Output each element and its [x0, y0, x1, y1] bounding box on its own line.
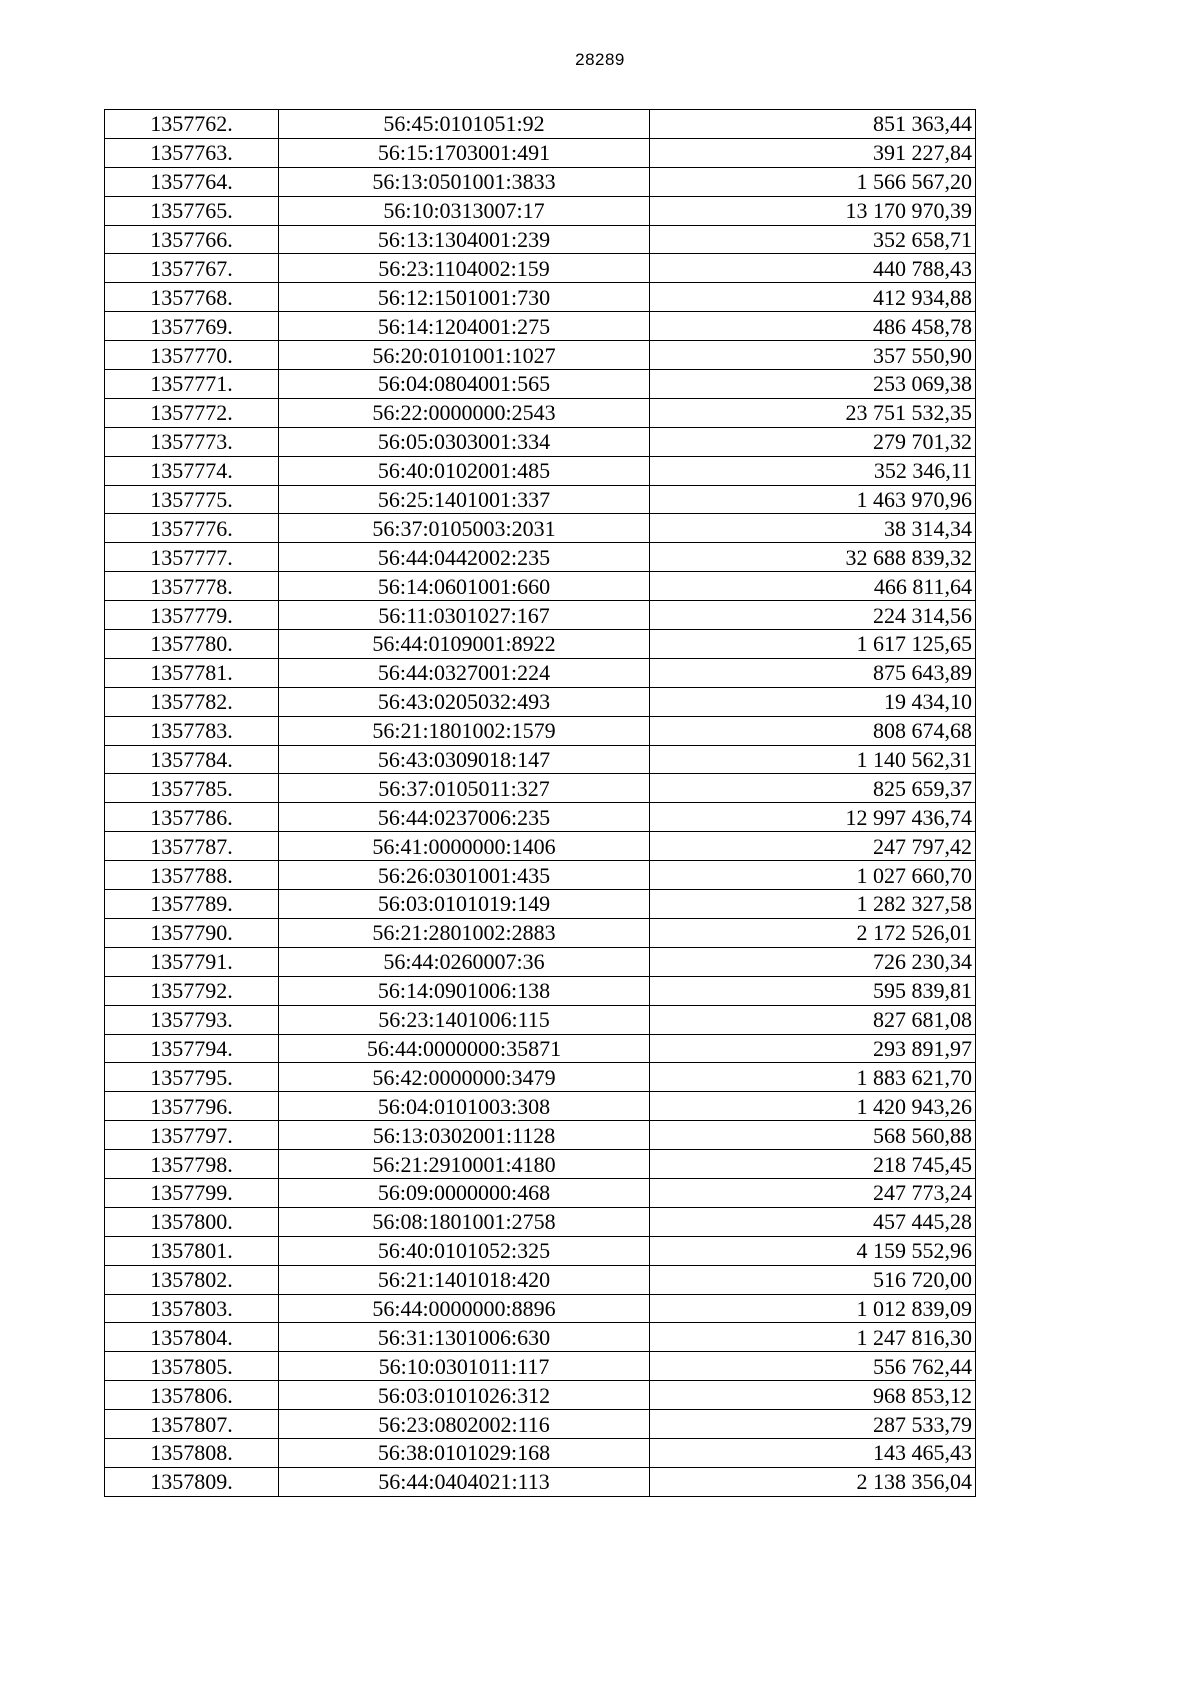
row-number-cell: 1357771. [105, 370, 279, 399]
cadastral-number-cell: 56:13:0501001:3833 [279, 167, 650, 196]
cadastral-number-cell: 56:10:0313007:17 [279, 196, 650, 225]
cadastral-value-cell: 1 140 562,31 [650, 745, 976, 774]
table-row [105, 110, 976, 139]
cadastral-number-cell: 56:44:0237006:235 [279, 803, 650, 832]
table-row [105, 138, 976, 167]
cadastral-number-cell: 56:23:1104002:159 [279, 254, 650, 283]
cadastral-number-cell: 56:25:1401001:337 [279, 485, 650, 514]
cadastral-number-cell: 56:15:1703001:491 [279, 138, 650, 167]
table-row [105, 1410, 976, 1439]
cadastral-value-cell: 287 533,79 [650, 1410, 976, 1439]
cadastral-value-cell: 247 773,24 [650, 1178, 976, 1207]
cadastral-number-cell: 56:12:1501001:730 [279, 283, 650, 312]
cadastral-number-cell: 56:10:0301011:117 [279, 1352, 650, 1381]
table-row [105, 1323, 976, 1352]
cadastral-number-cell: 56:44:0404021:113 [279, 1467, 650, 1496]
cadastral-number-cell: 56:13:1304001:239 [279, 225, 650, 254]
cadastral-value-cell: 279 701,32 [650, 427, 976, 456]
row-number-cell: 1357770. [105, 341, 279, 370]
row-number-cell: 1357774. [105, 456, 279, 485]
row-number-cell: 1357783. [105, 716, 279, 745]
cadastral-value-cell: 23 751 532,35 [650, 398, 976, 427]
cadastral-value-cell: 391 227,84 [650, 138, 976, 167]
row-number-cell: 1357796. [105, 1092, 279, 1121]
cadastral-number-cell: 56:44:0000000:8896 [279, 1294, 650, 1323]
row-number-cell: 1357798. [105, 1150, 279, 1179]
cadastral-number-cell: 56:26:0301001:435 [279, 861, 650, 890]
row-number-cell: 1357805. [105, 1352, 279, 1381]
row-number-cell: 1357785. [105, 774, 279, 803]
row-number-cell: 1357776. [105, 514, 279, 543]
table-row [105, 687, 976, 716]
table-row [105, 918, 976, 947]
table-row [105, 572, 976, 601]
table-row [105, 312, 976, 341]
cadastral-value-cell: 1 463 970,96 [650, 485, 976, 514]
row-number-cell: 1357794. [105, 1034, 279, 1063]
table-row [105, 398, 976, 427]
row-number-cell: 1357790. [105, 918, 279, 947]
cadastral-value-cell: 247 797,42 [650, 832, 976, 861]
row-number-cell: 1357797. [105, 1121, 279, 1150]
table-row [105, 1005, 976, 1034]
cadastral-value-cell: 13 170 970,39 [650, 196, 976, 225]
cadastral-value-cell: 4 159 552,96 [650, 1236, 976, 1265]
row-number-cell: 1357802. [105, 1265, 279, 1294]
table-row [105, 601, 976, 630]
table-row [105, 225, 976, 254]
cadastral-value-cell: 224 314,56 [650, 601, 976, 630]
table-row [105, 1063, 976, 1092]
cadastral-number-cell: 56:40:0101052:325 [279, 1236, 650, 1265]
cadastral-value-cell: 2 172 526,01 [650, 918, 976, 947]
cadastral-number-cell: 56:14:0601001:660 [279, 572, 650, 601]
table-row [105, 196, 976, 225]
cadastral-value-cell: 412 934,88 [650, 283, 976, 312]
cadastral-number-cell: 56:31:1301006:630 [279, 1323, 650, 1352]
cadastral-number-cell: 56:09:0000000:468 [279, 1178, 650, 1207]
cadastral-value-cell: 12 997 436,74 [650, 803, 976, 832]
row-number-cell: 1357781. [105, 658, 279, 687]
row-number-cell: 1357766. [105, 225, 279, 254]
cadastral-value-cell: 32 688 839,32 [650, 543, 976, 572]
table-row [105, 514, 976, 543]
table-row [105, 1150, 976, 1179]
table-row [105, 370, 976, 399]
row-number-cell: 1357765. [105, 196, 279, 225]
cadastral-value-cell: 1 027 660,70 [650, 861, 976, 890]
row-number-cell: 1357767. [105, 254, 279, 283]
cadastral-number-cell: 56:20:0101001:1027 [279, 341, 650, 370]
cadastral-value-cell: 726 230,34 [650, 947, 976, 976]
table-row [105, 427, 976, 456]
table-row [105, 803, 976, 832]
table-row [105, 1178, 976, 1207]
cadastral-value-cell: 253 069,38 [650, 370, 976, 399]
table-row [105, 976, 976, 1005]
cadastral-number-cell: 56:13:0302001:1128 [279, 1121, 650, 1150]
table-row [105, 341, 976, 370]
table-row [105, 774, 976, 803]
row-number-cell: 1357779. [105, 601, 279, 630]
cadastral-value-cell: 19 434,10 [650, 687, 976, 716]
table-row [105, 658, 976, 687]
row-number-cell: 1357788. [105, 861, 279, 890]
cadastral-value-cell: 827 681,08 [650, 1005, 976, 1034]
row-number-cell: 1357795. [105, 1063, 279, 1092]
cadastral-number-cell: 56:44:0000000:35871 [279, 1034, 650, 1063]
row-number-cell: 1357804. [105, 1323, 279, 1352]
table-row [105, 861, 976, 890]
cadastral-value-cell: 38 314,34 [650, 514, 976, 543]
row-number-cell: 1357768. [105, 283, 279, 312]
cadastral-value-cell: 808 674,68 [650, 716, 976, 745]
cadastral-value-cell: 1 282 327,58 [650, 890, 976, 919]
cadastral-number-cell: 56:43:0205032:493 [279, 687, 650, 716]
table-row [105, 630, 976, 659]
cadastral-number-cell: 56:05:0303001:334 [279, 427, 650, 456]
table-row [105, 1207, 976, 1236]
cadastral-value-cell: 1 883 621,70 [650, 1063, 976, 1092]
cadastral-number-cell: 56:21:2910001:4180 [279, 1150, 650, 1179]
cadastral-value-cell: 486 458,78 [650, 312, 976, 341]
cadastral-number-cell: 56:44:0442002:235 [279, 543, 650, 572]
cadastral-value-table [104, 109, 976, 1497]
table-row [105, 832, 976, 861]
table-row [105, 1438, 976, 1467]
table-row [105, 456, 976, 485]
cadastral-number-cell: 56:38:0101029:168 [279, 1438, 650, 1467]
cadastral-value-cell: 466 811,64 [650, 572, 976, 601]
table-row [105, 167, 976, 196]
cadastral-value-cell: 1 617 125,65 [650, 630, 976, 659]
cadastral-number-cell: 56:21:1801002:1579 [279, 716, 650, 745]
cadastral-value-cell: 556 762,44 [650, 1352, 976, 1381]
cadastral-number-cell: 56:14:1204001:275 [279, 312, 650, 341]
row-number-cell: 1357780. [105, 630, 279, 659]
row-number-cell: 1357806. [105, 1381, 279, 1410]
cadastral-value-cell: 1 012 839,09 [650, 1294, 976, 1323]
cadastral-number-cell: 56:23:1401006:115 [279, 1005, 650, 1034]
row-number-cell: 1357809. [105, 1467, 279, 1496]
cadastral-value-cell: 352 658,71 [650, 225, 976, 254]
cadastral-value-cell: 1 420 943,26 [650, 1092, 976, 1121]
cadastral-number-cell: 56:03:0101019:149 [279, 890, 650, 919]
cadastral-number-cell: 56:04:0804001:565 [279, 370, 650, 399]
cadastral-number-cell: 56:08:1801001:2758 [279, 1207, 650, 1236]
table-row [105, 543, 976, 572]
row-number-cell: 1357803. [105, 1294, 279, 1323]
table-row [105, 716, 976, 745]
cadastral-value-cell: 825 659,37 [650, 774, 976, 803]
row-number-cell: 1357793. [105, 1005, 279, 1034]
table-row [105, 1121, 976, 1150]
table-row [105, 1236, 976, 1265]
table-body [105, 110, 976, 1497]
cadastral-number-cell: 56:44:0260007:36 [279, 947, 650, 976]
table-row [105, 745, 976, 774]
cadastral-number-cell: 56:14:0901006:138 [279, 976, 650, 1005]
table-row [105, 1381, 976, 1410]
cadastral-number-cell: 56:44:0327001:224 [279, 658, 650, 687]
table-row [105, 1034, 976, 1063]
row-number-cell: 1357762. [105, 110, 279, 139]
cadastral-value-cell: 851 363,44 [650, 110, 976, 139]
cadastral-number-cell: 56:21:2801002:2883 [279, 918, 650, 947]
cadastral-value-cell: 218 745,45 [650, 1150, 976, 1179]
table-row [105, 1352, 976, 1381]
cadastral-number-cell: 56:41:0000000:1406 [279, 832, 650, 861]
cadastral-number-cell: 56:22:0000000:2543 [279, 398, 650, 427]
cadastral-value-cell: 1 566 567,20 [650, 167, 976, 196]
table-row [105, 890, 976, 919]
cadastral-value-cell: 875 643,89 [650, 658, 976, 687]
cadastral-value-cell: 1 247 816,30 [650, 1323, 976, 1352]
row-number-cell: 1357769. [105, 312, 279, 341]
table-row [105, 1294, 976, 1323]
table-row [105, 947, 976, 976]
cadastral-number-cell: 56:40:0102001:485 [279, 456, 650, 485]
cadastral-number-cell: 56:45:0101051:92 [279, 110, 650, 139]
row-number-cell: 1357782. [105, 687, 279, 716]
cadastral-value-cell: 440 788,43 [650, 254, 976, 283]
row-number-cell: 1357800. [105, 1207, 279, 1236]
table-row [105, 1265, 976, 1294]
table-row [105, 283, 976, 312]
row-number-cell: 1357807. [105, 1410, 279, 1439]
cadastral-value-cell: 457 445,28 [650, 1207, 976, 1236]
row-number-cell: 1357791. [105, 947, 279, 976]
table-row [105, 1092, 976, 1121]
row-number-cell: 1357784. [105, 745, 279, 774]
cadastral-number-cell: 56:23:0802002:116 [279, 1410, 650, 1439]
cadastral-value-cell: 357 550,90 [650, 341, 976, 370]
cadastral-value-cell: 293 891,97 [650, 1034, 976, 1063]
row-number-cell: 1357786. [105, 803, 279, 832]
cadastral-number-cell: 56:43:0309018:147 [279, 745, 650, 774]
row-number-cell: 1357799. [105, 1178, 279, 1207]
cadastral-number-cell: 56:04:0101003:308 [279, 1092, 650, 1121]
cadastral-number-cell: 56:37:0105011:327 [279, 774, 650, 803]
row-number-cell: 1357801. [105, 1236, 279, 1265]
cadastral-value-cell: 516 720,00 [650, 1265, 976, 1294]
row-number-cell: 1357778. [105, 572, 279, 601]
cadastral-number-cell: 56:03:0101026:312 [279, 1381, 650, 1410]
row-number-cell: 1357787. [105, 832, 279, 861]
cadastral-value-cell: 352 346,11 [650, 456, 976, 485]
table-row [105, 1467, 976, 1496]
row-number-cell: 1357808. [105, 1438, 279, 1467]
cadastral-value-cell: 143 465,43 [650, 1438, 976, 1467]
row-number-cell: 1357772. [105, 398, 279, 427]
row-number-cell: 1357792. [105, 976, 279, 1005]
cadastral-number-cell: 56:11:0301027:167 [279, 601, 650, 630]
row-number-cell: 1357773. [105, 427, 279, 456]
table-row [105, 485, 976, 514]
table-row [105, 254, 976, 283]
page-number: 28289 [575, 50, 625, 69]
cadastral-value-cell: 595 839,81 [650, 976, 976, 1005]
cadastral-value-cell: 968 853,12 [650, 1381, 976, 1410]
row-number-cell: 1357775. [105, 485, 279, 514]
cadastral-number-cell: 56:21:1401018:420 [279, 1265, 650, 1294]
cadastral-number-cell: 56:42:0000000:3479 [279, 1063, 650, 1092]
row-number-cell: 1357763. [105, 138, 279, 167]
cadastral-number-cell: 56:37:0105003:2031 [279, 514, 650, 543]
row-number-cell: 1357789. [105, 890, 279, 919]
row-number-cell: 1357764. [105, 167, 279, 196]
cadastral-value-cell: 568 560,88 [650, 1121, 976, 1150]
row-number-cell: 1357777. [105, 543, 279, 572]
cadastral-value-cell: 2 138 356,04 [650, 1467, 976, 1496]
cadastral-number-cell: 56:44:0109001:8922 [279, 630, 650, 659]
